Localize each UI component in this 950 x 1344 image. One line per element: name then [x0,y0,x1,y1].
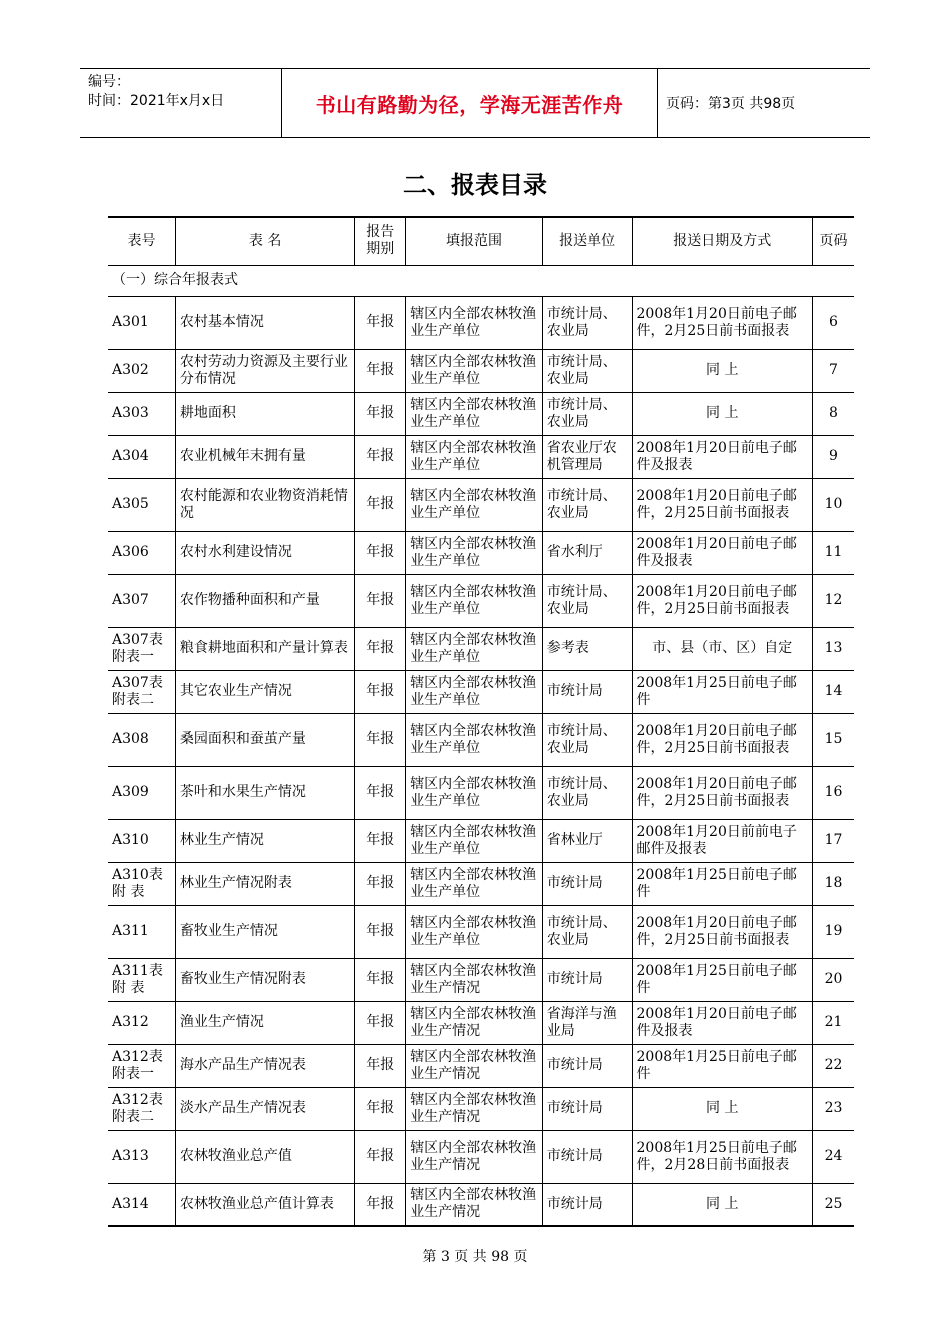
cell-date: 同 上 [632,1183,812,1226]
cell-code: A309 [108,766,175,819]
cell-unit: 市统计局 [542,670,632,713]
page-title: 二、报表目录 [403,171,547,199]
cell-unit: 市统计局、农业局 [542,392,632,435]
cell-name: 农村劳动力资源及主要行业分布情况 [175,349,354,392]
cell-date: 2008年1月25日前电子邮件 [632,862,812,905]
cell-unit: 参考表 [542,627,632,670]
cell-unit: 市统计局、农业局 [542,713,632,766]
cell-unit: 市统计局、农业局 [542,296,632,349]
cell-date: 2008年1月20日前电子邮件，2月25日前书面报表 [632,478,812,531]
cell-scope: 辖区内全部农林牧渔业生产单位 [406,478,543,531]
cell-period: 年报 [355,392,406,435]
cell-unit: 市统计局 [542,958,632,1001]
cell-scope: 辖区内全部农林牧渔业生产单位 [406,349,543,392]
cell-code: A302 [108,349,175,392]
cell-code: A313 [108,1130,175,1183]
cell-scope: 辖区内全部农林牧渔业生产情况 [406,1087,543,1130]
cell-code: A310 [108,819,175,862]
cell-scope: 辖区内全部农林牧渔业生产情况 [406,1130,543,1183]
cell-period: 年报 [355,819,406,862]
cell-period: 年报 [355,1087,406,1130]
col-header-unit: 报送单位 [542,217,632,265]
col-header-name: 表 名 [175,217,354,265]
cell-name: 农林牧渔业总产值 [175,1130,354,1183]
cell-page: 10 [813,478,855,531]
cell-period: 年报 [355,1183,406,1226]
table-row [108,296,854,349]
cell-date: 市、县（市、区）自定 [632,627,812,670]
cell-unit: 市统计局 [542,1087,632,1130]
cell-code: A307表附表二 [108,670,175,713]
cell-page: 13 [813,627,855,670]
cell-scope: 辖区内全部农林牧渔业生产单位 [406,819,543,862]
cell-page: 18 [813,862,855,905]
table-row [108,1130,854,1183]
cell-date: 同 上 [632,1087,812,1130]
table-row [108,435,854,478]
cell-period: 年报 [355,1130,406,1183]
col-header-code: 表号 [108,217,175,265]
cell-name: 渔业生产情况 [175,1001,354,1044]
cell-scope: 辖区内全部农林牧渔业生产单位 [406,296,543,349]
cell-page: 16 [813,766,855,819]
cell-date: 同 上 [632,349,812,392]
table-row [108,531,854,574]
table-row [108,1044,854,1087]
cell-page: 24 [813,1130,855,1183]
cell-unit: 省农业厅农机管理局 [542,435,632,478]
table-row [108,905,854,958]
table-row [108,819,854,862]
cell-scope: 辖区内全部农林牧渔业生产单位 [406,713,543,766]
cell-scope: 辖区内全部农林牧渔业生产单位 [406,392,543,435]
cell-date: 同 上 [632,392,812,435]
cell-name: 农林牧渔业总产值计算表 [175,1183,354,1226]
cell-scope: 辖区内全部农林牧渔业生产单位 [406,531,543,574]
cell-page: 14 [813,670,855,713]
cell-name: 农村能源和农业物资消耗情况 [175,478,354,531]
cell-unit: 市统计局、农业局 [542,478,632,531]
table-row [108,627,854,670]
cell-date: 2008年1月25日前电子邮件 [632,958,812,1001]
cell-page: 15 [813,713,855,766]
section-row [108,265,854,296]
cell-unit: 市统计局、农业局 [542,905,632,958]
cell-code: A314 [108,1183,175,1226]
cell-unit: 省水利厅 [542,531,632,574]
cell-period: 年报 [355,574,406,627]
cell-date: 2008年1月20日前前电子邮件及报表 [632,819,812,862]
cell-page: 25 [813,1183,855,1226]
section-title: （一）综合年报表式 [108,265,854,296]
report-catalog-table [108,216,854,1227]
cell-scope: 辖区内全部农林牧渔业生产单位 [406,435,543,478]
cell-code: A305 [108,478,175,531]
cell-period: 年报 [355,349,406,392]
table-row [108,574,854,627]
cell-period: 年报 [355,478,406,531]
document-code-label: 编号： [88,74,130,90]
cell-unit: 市统计局 [542,1130,632,1183]
cell-date: 2008年1月20日前电子邮件，2月25日前书面报表 [632,766,812,819]
cell-code: A308 [108,713,175,766]
cell-page: 9 [813,435,855,478]
cell-page: 12 [813,574,855,627]
col-header-page: 页码 [813,217,855,265]
table-row [108,670,854,713]
cell-code: A303 [108,392,175,435]
cell-page: 21 [813,1001,855,1044]
cell-name: 粮食耕地面积和产量计算表 [175,627,354,670]
cell-name: 林业生产情况附表 [175,862,354,905]
cell-page: 7 [813,349,855,392]
cell-period: 年报 [355,627,406,670]
cell-code: A312 [108,1001,175,1044]
table-header-row [108,217,854,265]
cell-period: 年报 [355,862,406,905]
cell-unit: 市统计局 [542,1044,632,1087]
cell-name: 淡水产品生产情况表 [175,1087,354,1130]
cell-name: 农村基本情况 [175,296,354,349]
cell-period: 年报 [355,766,406,819]
cell-scope: 辖区内全部农林牧渔业生产单位 [406,670,543,713]
cell-scope: 辖区内全部农林牧渔业生产单位 [406,862,543,905]
cell-date: 2008年1月25日前电子邮件 [632,1044,812,1087]
cell-page: 23 [813,1087,855,1130]
cell-code: A310表附 表 [108,862,175,905]
cell-date: 2008年1月20日前电子邮件及报表 [632,531,812,574]
cell-scope: 辖区内全部农林牧渔业生产单位 [406,766,543,819]
col-header-period: 报告期别 [355,217,406,265]
cell-unit: 市统计局、农业局 [542,766,632,819]
cell-date: 2008年1月20日前电子邮件及报表 [632,1001,812,1044]
cell-code: A311 [108,905,175,958]
cell-date: 2008年1月20日前电子邮件及报表 [632,435,812,478]
cell-code: A301 [108,296,175,349]
cell-date: 2008年1月25日前电子邮件，2月28日前书面报表 [632,1130,812,1183]
cell-page: 22 [813,1044,855,1087]
cell-code: A306 [108,531,175,574]
cell-code: A307 [108,574,175,627]
header-meta [80,69,282,137]
cell-unit: 省海洋与渔业局 [542,1001,632,1044]
table-row [108,1087,854,1130]
cell-name: 桑园面积和蚕茧产量 [175,713,354,766]
cell-period: 年报 [355,670,406,713]
table-row [108,958,854,1001]
table-row [108,478,854,531]
cell-scope: 辖区内全部农林牧渔业生产情况 [406,1001,543,1044]
cell-unit: 市统计局 [542,862,632,905]
cell-period: 年报 [355,958,406,1001]
cell-unit: 省林业厅 [542,819,632,862]
cell-name: 畜牧业生产情况 [175,905,354,958]
cell-name: 农业机械年末拥有量 [175,435,354,478]
page-footer: 第 3 页 共 98 页 [422,1249,528,1265]
cell-code: A311表附 表 [108,958,175,1001]
header-motto: 书山有路勤为径，学海无涯苦作舟 [282,69,658,137]
header-page-info: 页码：第3页 共98页 [666,96,796,112]
cell-period: 年报 [355,531,406,574]
cell-date: 2008年1月20日前电子邮件，2月25日前书面报表 [632,713,812,766]
cell-period: 年报 [355,1044,406,1087]
cell-code: A304 [108,435,175,478]
cell-name: 农作物播种面积和产量 [175,574,354,627]
cell-code: A312表附表一 [108,1044,175,1087]
table-row [108,349,854,392]
cell-scope: 辖区内全部农林牧渔业生产单位 [406,627,543,670]
cell-scope: 辖区内全部农林牧渔业生产情况 [406,1183,543,1226]
cell-name: 茶叶和水果生产情况 [175,766,354,819]
page-header [80,68,870,138]
cell-page: 11 [813,531,855,574]
cell-page: 19 [813,905,855,958]
table-row [108,392,854,435]
cell-scope: 辖区内全部农林牧渔业生产单位 [406,905,543,958]
table-row [108,713,854,766]
document-date: 时间：2021年x月x日 [88,93,225,109]
cell-name: 耕地面积 [175,392,354,435]
cell-period: 年报 [355,713,406,766]
cell-date: 2008年1月25日前电子邮件 [632,670,812,713]
table-row [108,766,854,819]
cell-unit: 市统计局 [542,1183,632,1226]
cell-name: 其它农业生产情况 [175,670,354,713]
cell-date: 2008年1月20日前电子邮件，2月25日前书面报表 [632,574,812,627]
cell-period: 年报 [355,1001,406,1044]
cell-scope: 辖区内全部农林牧渔业生产情况 [406,958,543,1001]
table-row [108,1001,854,1044]
cell-period: 年报 [355,905,406,958]
cell-page: 20 [813,958,855,1001]
table-row [108,1183,854,1226]
cell-unit: 市统计局、农业局 [542,349,632,392]
cell-period: 年报 [355,435,406,478]
cell-date: 2008年1月20日前电子邮件，2月25日前书面报表 [632,905,812,958]
cell-page: 8 [813,392,855,435]
cell-code: A307表附表一 [108,627,175,670]
cell-scope: 辖区内全部农林牧渔业生产单位 [406,574,543,627]
cell-scope: 辖区内全部农林牧渔业生产情况 [406,1044,543,1087]
table-row [108,862,854,905]
cell-unit: 市统计局、农业局 [542,574,632,627]
col-header-date: 报送日期及方式 [632,217,812,265]
col-header-scope: 填报范围 [406,217,543,265]
cell-name: 畜牧业生产情况附表 [175,958,354,1001]
cell-name: 林业生产情况 [175,819,354,862]
cell-name: 海水产品生产情况表 [175,1044,354,1087]
cell-page: 6 [813,296,855,349]
cell-code: A312表附表二 [108,1087,175,1130]
cell-date: 2008年1月20日前电子邮件，2月25日前书面报表 [632,296,812,349]
cell-name: 农村水利建设情况 [175,531,354,574]
cell-period: 年报 [355,296,406,349]
cell-page: 17 [813,819,855,862]
